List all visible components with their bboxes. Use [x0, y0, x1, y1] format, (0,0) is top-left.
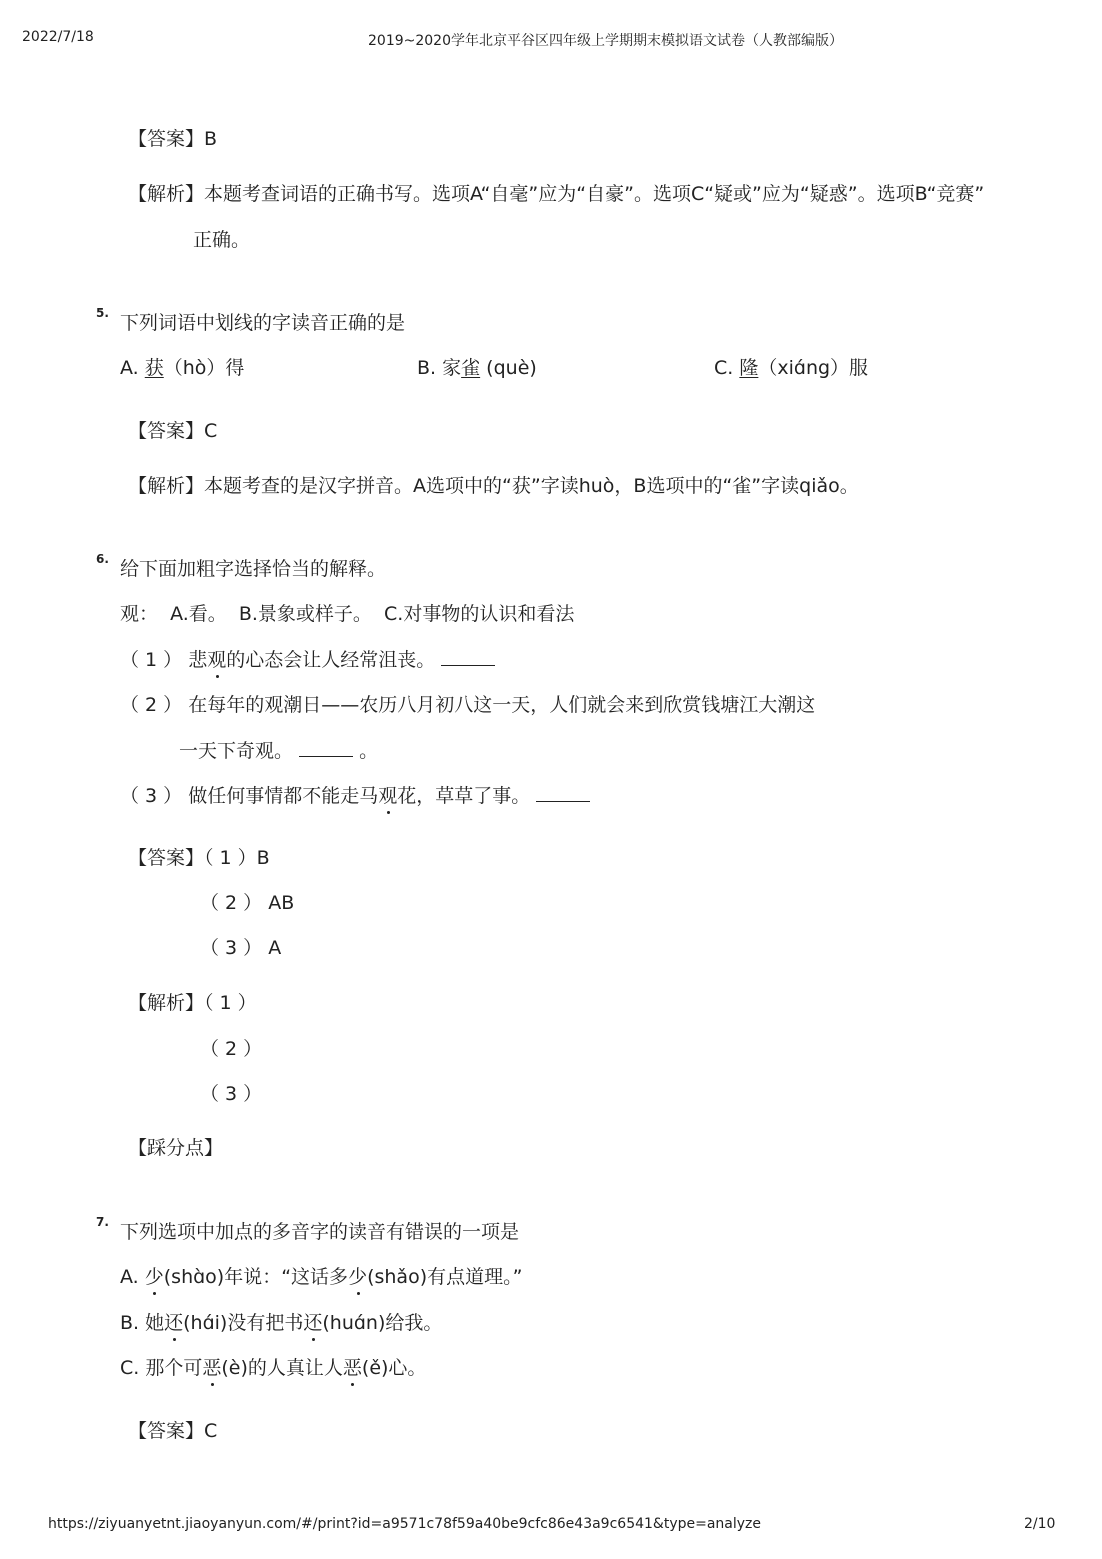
- answer-label: 【答案】: [128, 420, 205, 442]
- q5-option-a: A. 获（hò）得: [120, 357, 245, 379]
- dotted-char: 观: [207, 645, 226, 672]
- q5-analysis-row: [128, 471, 859, 498]
- analysis-label: 【解析】: [128, 992, 205, 1014]
- analysis-label: 【解析】: [128, 475, 205, 497]
- answer-blank[interactable]: [536, 801, 590, 802]
- answer-label: 【答案】: [128, 128, 205, 150]
- page-number: 2/10: [1024, 1516, 1056, 1532]
- page-url: https://ziyuanyetnt.jiaoyanyun.com/#/print?id=a9571c78f59a40be9cfc86e43a9c6541&type=analyze: [48, 1516, 762, 1532]
- dotted-char: 恶: [202, 1353, 221, 1380]
- q4-analysis-line2: 正确。: [193, 229, 251, 251]
- q4-answer-row: [128, 124, 217, 151]
- q7-answer-row: [128, 1416, 217, 1443]
- q5-option-b: B. 家雀 (què): [417, 357, 537, 379]
- document-title: 2019~2020学年北京平谷区四年级上学期期末模拟语文试卷（人教部编版）: [368, 33, 843, 49]
- q7-answer: C: [204, 1420, 218, 1442]
- q5-stem: 下列词语中划线的字读音正确的是: [120, 312, 406, 334]
- q6-analysis-2: （ 2 ）: [200, 1038, 263, 1060]
- answer-blank[interactable]: [299, 756, 353, 757]
- q7-stem: 下列选项中加点的多音字的读音有错误的一项是: [120, 1221, 520, 1243]
- q7-number: 7.: [96, 1215, 109, 1229]
- q4-analysis-row: [128, 179, 984, 206]
- dotted-char: 观: [378, 781, 397, 808]
- q5-number: 5.: [96, 306, 109, 320]
- q6-stem: 给下面加粗字选择恰当的解释。: [120, 558, 387, 580]
- q4-answer: B: [204, 128, 218, 150]
- underlined-char: 获: [144, 357, 164, 379]
- q6-sentence-3: （ 3 ） 做任何事情都不能走马观花，草草了事。: [120, 781, 590, 808]
- answer-label: 【答案】: [128, 847, 205, 869]
- dotted-char: 少: [348, 1262, 367, 1289]
- answer-label: 【答案】: [128, 1420, 205, 1442]
- dotted-char: 恶: [343, 1353, 362, 1380]
- q5-option-c: C. 隆（xiɑ́ng）服: [714, 357, 869, 379]
- q6-number: 6.: [96, 552, 109, 566]
- q4-analysis-line1: 本题考查词语的正确书写。选项A“自毫”应为“自豪”。选项C“疑或”应为“疑惑”。选项B“竞赛”: [204, 183, 985, 205]
- q7-option-a: A. 少(shɑ̀o)年说：“这话多少(shǎo)有点道理。”: [120, 1262, 522, 1289]
- q7-option-b: B. 她还(hɑ́i)没有把书还(huɑ́n)给我。: [120, 1308, 442, 1335]
- underlined-char: 雀: [461, 357, 481, 379]
- q6-analysis-1: （ 1 ）: [204, 992, 257, 1014]
- q6-answer-3: （ 3 ） A: [200, 937, 282, 959]
- dotted-char: 还: [303, 1308, 322, 1335]
- dotted-char: 还: [164, 1308, 183, 1335]
- q6-answer-row: [128, 843, 270, 870]
- q5-analysis: 本题考查的是汉字拼音。A选项中的“获”字读huò，B选项中的“雀”字读qiǎo。: [204, 475, 859, 497]
- dotted-char: 少: [145, 1262, 164, 1289]
- q6-analysis-row: [128, 988, 257, 1015]
- answer-blank[interactable]: [441, 665, 495, 666]
- q6-answer-2: （ 2 ） AB: [200, 892, 295, 914]
- q6-meanings: 观： A.看。 B.景象或样子。 C.对事物的认识和看法: [120, 603, 575, 625]
- print-date: 2022/7/18: [22, 29, 94, 45]
- q6-points-label: 【踩分点】: [128, 1137, 224, 1159]
- q6-sentence-2: （ 2 ） 在每年的观潮日——农历八月初八这一天，人们就会来到欣赏钱塘江大潮这: [120, 694, 816, 716]
- q7-option-c: C. 那个可恶(è)的人真让人恶(ě)心。: [120, 1353, 426, 1380]
- q6-sentence-1: （ 1 ） 悲观的心态会让人经常沮丧。: [120, 645, 495, 672]
- analysis-label: 【解析】: [128, 183, 205, 205]
- q5-answer: C: [204, 420, 218, 442]
- underlined-char: 隆: [739, 357, 759, 379]
- q6-sentence-2-cont: 一天下奇观。 。: [179, 740, 379, 762]
- q6-analysis-3: （ 3 ）: [200, 1083, 263, 1105]
- q5-answer-row: [128, 416, 217, 443]
- q6-answer-1: （ 1 ）B: [204, 847, 270, 869]
